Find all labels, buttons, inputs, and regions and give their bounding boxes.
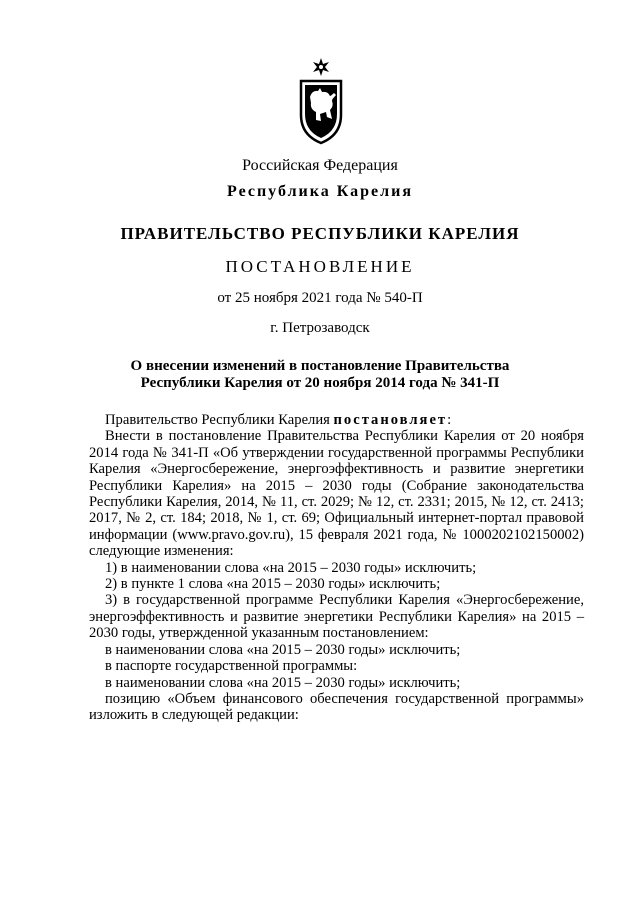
document-date-number: от 25 ноября 2021 года № 540-П: [217, 290, 423, 306]
document-subject: [0, 358, 640, 392]
intro-paragraph: [89, 412, 584, 428]
republic-name: Республика Карелия: [227, 183, 413, 200]
subject-line-2: Республики Карелия от 20 ноября 2014 года № 341-П: [140, 375, 500, 391]
city-name: г. Петрозаводск: [270, 320, 370, 336]
government-title: ПРАВИТЕЛЬСТВО РЕСПУБЛИКИ КАРЕЛИЯ: [120, 224, 520, 243]
subject-line-1: О внесении изменений в постановление Правительства: [130, 358, 510, 374]
paragraph-2: 1) в наименовании слова «на 2015 – 2030 годы» исключить;: [105, 559, 477, 576]
paragraph-7: в наименовании слова «на 2015 – 2030 годы» исключить;: [105, 674, 461, 691]
intro-prefix: Правительство Республики Карелия: [105, 412, 334, 428]
karelia-coat-of-arms-icon: [296, 57, 346, 145]
paragraph-6: в паспорте государственной программы:: [105, 658, 358, 675]
paragraph-3: 2) в пункте 1 слова «на 2015 – 2030 годы» исключить;: [105, 576, 441, 593]
intro-suffix: :: [447, 412, 452, 428]
paragraph-1: Внести в постановление Правительства Республики Карелия от 20 ноября 2014 года № 341-П «Об утверждении государственной программы Республики Карелия «Энергосбережение, энергоэффективность и развитие энергетики Республики Карелия» на 2015 – 2030 годы (Собрание законодательства Республики Карелия, 2014, № 11, ст. 2029; № 12, ст. 2331; 2015, № 12, ст. 2413; 2017, № 2, ст. 184; 2018, № 1, ст. 69; Официальный интернет-портал правовой информации (www.pravo.gov.ru), 15 февраля 2021 года, № 1000202102150002) следующие изменения:: [89, 428, 584, 560]
paragraph-8: позицию «Объем финансового обеспечения государственной программы» изложить в следующей редакции:: [89, 690, 584, 724]
paragraph-4: 3) в государственной программе Республики Карелия «Энергосбережение, энергоэффективность и развитие энергетики Республики Карелия» на 2015 – 2030 годы, утвержденной указанным постановлением:: [89, 592, 584, 642]
document-type: ПОСТАНОВЛЕНИЕ: [225, 257, 415, 276]
paragraph-5: в наименовании слова «на 2015 – 2030 годы» исключить;: [105, 641, 461, 658]
intro-emphasis: постановляет: [333, 412, 448, 428]
country-name: Российская Федерация: [242, 157, 398, 174]
document-body: [89, 412, 584, 724]
